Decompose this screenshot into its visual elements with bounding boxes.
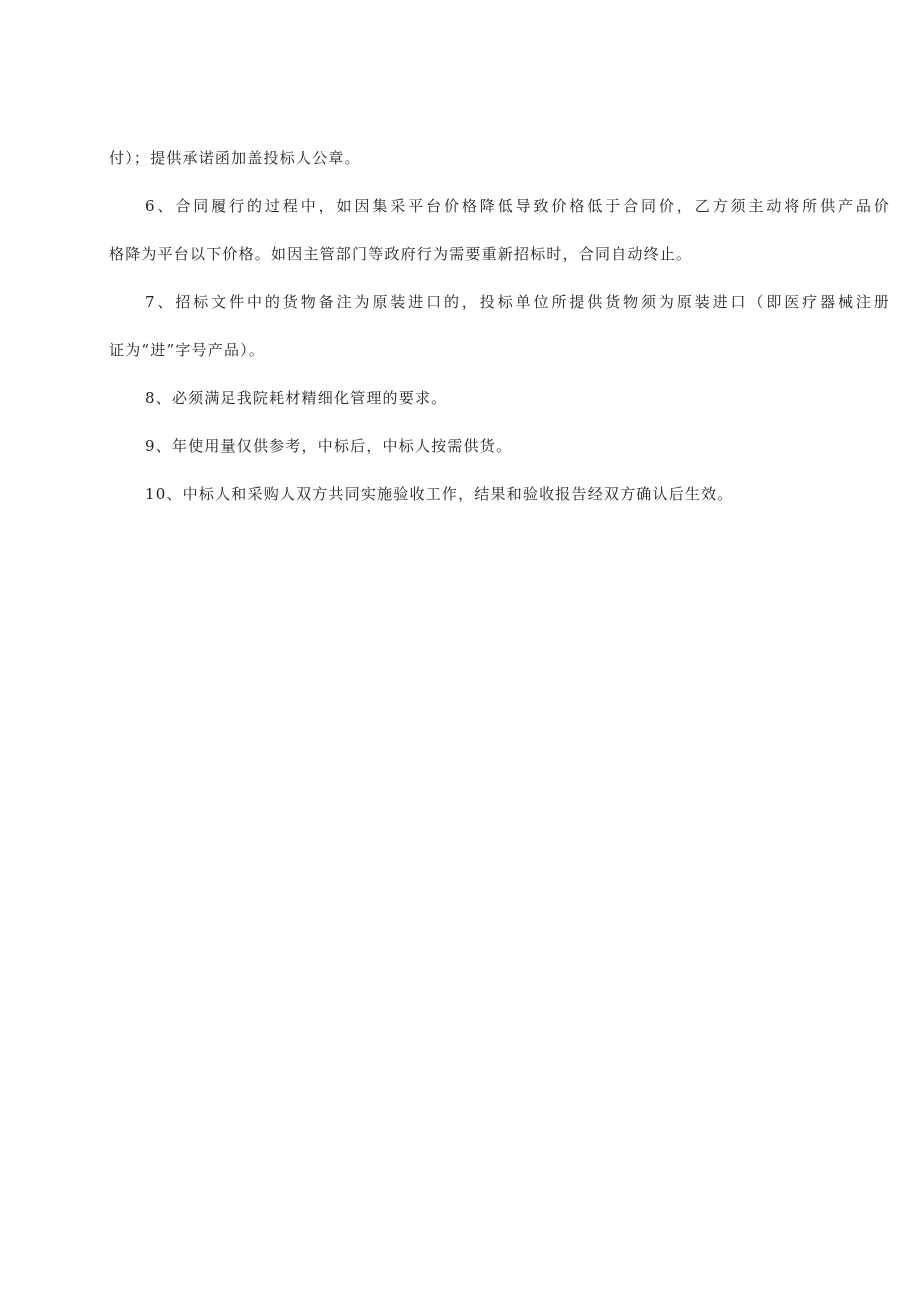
paragraph-item-8: 8、必须满足我院耗材精细化管理的要求。: [145, 389, 448, 407]
paragraph-item-7-line-1: 7、招标文件中的货物备注为原装进口的，投标单位所提供货物须为原装进口（即医疗器械注册: [145, 294, 890, 310]
paragraph-line-continuation: 付）；提供承诺函加盖投标人公章。: [109, 149, 361, 167]
paragraph-item-6-line-2: 格降为平台以下价格。如因主管部门等政府行为需要重新招标时，合同自动终止。: [109, 245, 693, 263]
paragraph-item-9: 9、年使用量仅供参考，中标后，中标人按需供货。: [145, 437, 513, 455]
paragraph-item-7-line-2: 证为“进”字号产品）。: [109, 341, 266, 359]
paragraph-item-6-line-1: 6、合同履行的过程中，如因集采平台价格降低导致价格低于合同价，乙方须主动将所供产品价: [145, 198, 890, 214]
paragraph-item-10: 10、中标人和采购人双方共同实施验收工作，结果和验收报告经双方确认后生效。: [145, 485, 734, 503]
document-body: [109, 149, 890, 503]
